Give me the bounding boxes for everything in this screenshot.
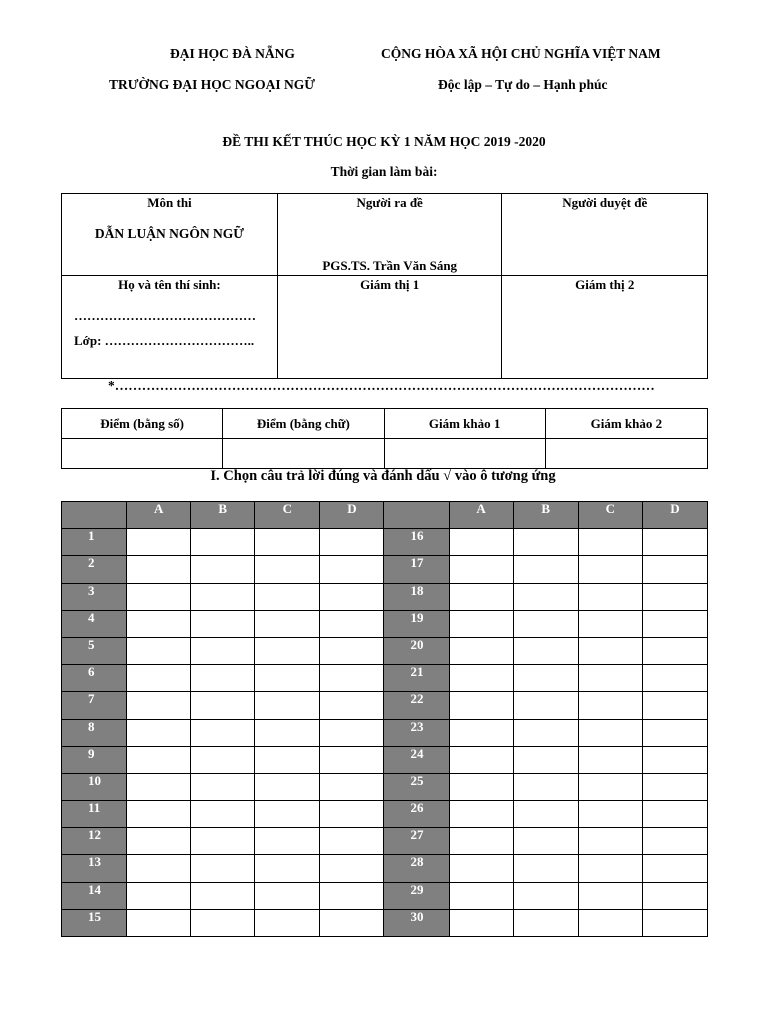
answer-cell-b[interactable] — [513, 828, 578, 855]
answer-cell-a[interactable] — [127, 719, 191, 746]
answer-cell-c[interactable] — [255, 828, 320, 855]
question-number: 24 — [384, 746, 449, 773]
score-table — [61, 408, 708, 469]
answer-row — [62, 692, 708, 719]
examiner1-cell[interactable] — [384, 439, 545, 469]
answer-cell-a[interactable] — [127, 855, 191, 882]
answer-row — [62, 773, 708, 800]
answer-cell-d[interactable] — [320, 719, 384, 746]
question-number: 19 — [384, 610, 449, 637]
question-number: 20 — [384, 637, 449, 664]
answer-cell-c[interactable] — [255, 801, 320, 828]
question-number: 28 — [384, 855, 449, 882]
answer-cell-d[interactable] — [320, 637, 384, 664]
answer-cell-b[interactable] — [513, 855, 578, 882]
answer-cell-b[interactable] — [191, 909, 255, 936]
question-number: 15 — [62, 909, 127, 936]
answer-row — [62, 855, 708, 882]
answer-cell-c[interactable] — [255, 746, 320, 773]
answer-cell-c[interactable] — [578, 692, 642, 719]
examiner2-header: Giám khảo 2 — [545, 409, 707, 439]
answer-cell-b[interactable] — [513, 665, 578, 692]
answer-cell-a[interactable] — [449, 828, 513, 855]
answer-cell-d[interactable] — [642, 556, 707, 583]
question-number: 22 — [384, 692, 449, 719]
answer-row — [62, 909, 708, 936]
grid-corner-cell — [384, 502, 449, 529]
question-number: 23 — [384, 719, 449, 746]
answer-cell-b[interactable] — [191, 801, 255, 828]
answer-cell-b[interactable] — [513, 882, 578, 909]
answer-cell-d[interactable] — [320, 610, 384, 637]
exam-info-table — [61, 193, 708, 379]
answer-cell-d[interactable] — [320, 773, 384, 800]
question-number: 14 — [62, 882, 127, 909]
answer-cell-b[interactable] — [513, 692, 578, 719]
answer-cell-d[interactable] — [320, 529, 384, 556]
question-number: 30 — [384, 909, 449, 936]
answer-cell-c[interactable] — [255, 556, 320, 583]
answer-cell-a[interactable] — [127, 828, 191, 855]
answer-cell-d[interactable] — [320, 801, 384, 828]
answer-cell-a[interactable] — [449, 556, 513, 583]
proctor1-cell — [277, 276, 502, 379]
answer-cell-c[interactable] — [578, 665, 642, 692]
answer-cell-b[interactable] — [191, 610, 255, 637]
question-number: 10 — [62, 773, 127, 800]
answer-cell-b[interactable] — [191, 855, 255, 882]
answer-cell-a[interactable] — [127, 909, 191, 936]
answer-cell-d[interactable] — [642, 828, 707, 855]
answer-cell-b[interactable] — [191, 882, 255, 909]
answer-row — [62, 746, 708, 773]
score-number-cell[interactable] — [62, 439, 223, 469]
question-number: 17 — [384, 556, 449, 583]
answer-row — [62, 583, 708, 610]
answer-cell-c[interactable] — [578, 746, 642, 773]
subject-cell — [62, 194, 278, 276]
answer-cell-a[interactable] — [449, 855, 513, 882]
question-number: 7 — [62, 692, 127, 719]
answer-cell-a[interactable] — [449, 773, 513, 800]
answer-row — [62, 610, 708, 637]
question-number: 9 — [62, 746, 127, 773]
question-number: 25 — [384, 773, 449, 800]
answer-cell-d[interactable] — [320, 828, 384, 855]
answer-cell-d[interactable] — [320, 882, 384, 909]
answer-cell-d[interactable] — [642, 855, 707, 882]
answer-cell-b[interactable] — [191, 773, 255, 800]
examiner1-header: Giám khảo 1 — [384, 409, 545, 439]
answer-cell-a[interactable] — [449, 909, 513, 936]
option-header-a: A — [127, 502, 191, 529]
answer-cell-d[interactable] — [642, 882, 707, 909]
answer-cell-b[interactable] — [513, 583, 578, 610]
answer-cell-c[interactable] — [255, 719, 320, 746]
answer-cell-c[interactable] — [255, 637, 320, 664]
question-number: 21 — [384, 665, 449, 692]
answer-cell-a[interactable] — [127, 610, 191, 637]
answer-cell-a[interactable] — [449, 583, 513, 610]
answer-cell-a[interactable] — [127, 556, 191, 583]
answer-cell-b[interactable] — [191, 556, 255, 583]
subject-value: DẪN LUẬN NGÔN NGỮ — [94, 226, 245, 241]
answer-cell-b[interactable] — [191, 583, 255, 610]
answer-cell-b[interactable] — [513, 556, 578, 583]
answer-cell-d[interactable] — [642, 801, 707, 828]
score-text-header: Điểm (bằng chữ) — [223, 409, 384, 439]
answer-cell-b[interactable] — [513, 909, 578, 936]
answer-cell-c[interactable] — [578, 773, 642, 800]
question-number: 6 — [62, 665, 127, 692]
answer-cell-b[interactable] — [191, 719, 255, 746]
author-label: Người ra đề — [356, 195, 423, 210]
answer-cell-a[interactable] — [127, 529, 191, 556]
answer-cell-a[interactable] — [127, 746, 191, 773]
answer-cell-a[interactable] — [127, 882, 191, 909]
reviewer-label: Người duyệt đề — [562, 195, 648, 210]
exam-title: ĐỀ THI KẾT THÚC HỌC KỲ 1 NĂM HỌC 2019 -2020 — [222, 134, 546, 149]
answer-row — [62, 556, 708, 583]
question-number: 8 — [62, 719, 127, 746]
option-header-c: C — [578, 502, 642, 529]
answer-cell-d[interactable] — [320, 665, 384, 692]
option-header-c: C — [255, 502, 320, 529]
option-header-d: D — [642, 502, 707, 529]
answer-cell-b[interactable] — [513, 610, 578, 637]
answer-cell-b[interactable] — [191, 665, 255, 692]
answer-row — [62, 719, 708, 746]
answer-cell-d[interactable] — [642, 692, 707, 719]
option-header-b: B — [191, 502, 255, 529]
question-number: 13 — [62, 855, 127, 882]
answer-cell-d[interactable] — [642, 773, 707, 800]
option-header-a: A — [449, 502, 513, 529]
question-number: 2 — [62, 556, 127, 583]
question-number: 18 — [384, 583, 449, 610]
score-number-header: Điểm (bằng số) — [62, 409, 223, 439]
question-number: 1 — [62, 529, 127, 556]
proctor2-label: Giám thị 2 — [575, 277, 635, 292]
proctor1-label: Giám thị 1 — [360, 277, 420, 292]
answer-cell-a[interactable] — [127, 665, 191, 692]
answer-cell-d[interactable] — [642, 610, 707, 637]
question-number: 3 — [62, 583, 127, 610]
answer-cell-a[interactable] — [449, 746, 513, 773]
answer-cell-d[interactable] — [642, 746, 707, 773]
answer-cell-a[interactable] — [449, 801, 513, 828]
answer-cell-a[interactable] — [127, 773, 191, 800]
answer-row — [62, 665, 708, 692]
answer-cell-d[interactable] — [642, 583, 707, 610]
author-cell — [277, 194, 502, 276]
answer-cell-d[interactable] — [320, 556, 384, 583]
answer-row — [62, 828, 708, 855]
student-name-label: Họ và tên thí sinh: — [118, 277, 221, 292]
grid-corner-cell — [62, 502, 127, 529]
answer-cell-c[interactable] — [255, 882, 320, 909]
answer-cell-b[interactable] — [513, 637, 578, 664]
class-field[interactable]: Lớp: …………………………….. — [74, 333, 255, 348]
score-text-cell[interactable] — [223, 439, 384, 469]
answer-cell-d[interactable] — [642, 909, 707, 936]
answer-cell-a[interactable] — [127, 637, 191, 664]
answer-cell-c[interactable] — [255, 665, 320, 692]
answer-cell-c[interactable] — [255, 855, 320, 882]
question-number: 26 — [384, 801, 449, 828]
answer-cell-c[interactable] — [578, 529, 642, 556]
question-number: 27 — [384, 828, 449, 855]
answer-cell-a[interactable] — [127, 692, 191, 719]
country-name: CỘNG HÒA XÃ HỘI CHỦ NGHĨA VIỆT NAM — [381, 46, 661, 61]
answer-cell-b[interactable] — [191, 746, 255, 773]
question-number: 16 — [384, 529, 449, 556]
question-number: 11 — [62, 801, 127, 828]
answer-cell-c[interactable] — [578, 801, 642, 828]
answer-cell-a[interactable] — [449, 637, 513, 664]
answer-cell-a[interactable] — [449, 719, 513, 746]
answer-cell-d[interactable] — [320, 855, 384, 882]
proctor2-cell — [502, 276, 708, 379]
answer-cell-c[interactable] — [578, 909, 642, 936]
answer-cell-a[interactable] — [127, 801, 191, 828]
student-cell — [62, 276, 278, 379]
answer-cell-c[interactable] — [578, 637, 642, 664]
answer-cell-d[interactable] — [642, 719, 707, 746]
answer-cell-b[interactable] — [513, 746, 578, 773]
answer-cell-d[interactable] — [320, 909, 384, 936]
answer-cell-d[interactable] — [320, 583, 384, 610]
examiner2-cell[interactable] — [545, 439, 707, 469]
answer-row — [62, 882, 708, 909]
answer-cell-c[interactable] — [255, 773, 320, 800]
exam-time-label: Thời gian làm bài: — [330, 164, 438, 179]
answer-cell-b[interactable] — [513, 529, 578, 556]
author-value: PGS.TS. Trần Văn Sáng — [322, 258, 458, 273]
answer-cell-c[interactable] — [255, 909, 320, 936]
answer-cell-b[interactable] — [191, 529, 255, 556]
answer-cell-a[interactable] — [449, 529, 513, 556]
answer-cell-b[interactable] — [513, 773, 578, 800]
answer-cell-c[interactable] — [255, 610, 320, 637]
answer-cell-b[interactable] — [513, 801, 578, 828]
university-name: ĐẠI HỌC ĐÀ NẴNG — [170, 46, 295, 61]
answer-grid — [61, 501, 708, 937]
answer-cell-c[interactable] — [578, 583, 642, 610]
answer-cell-b[interactable] — [191, 637, 255, 664]
answer-cell-c[interactable] — [578, 855, 642, 882]
answer-cell-a[interactable] — [127, 583, 191, 610]
answer-cell-c[interactable] — [578, 556, 642, 583]
student-name-field[interactable]: …………………………………… — [74, 308, 256, 323]
answer-cell-a[interactable] — [449, 610, 513, 637]
answer-cell-c[interactable] — [578, 719, 642, 746]
answer-cell-a[interactable] — [449, 665, 513, 692]
answer-cell-c[interactable] — [255, 692, 320, 719]
reviewer-cell — [502, 194, 708, 276]
question-number: 12 — [62, 828, 127, 855]
answer-cell-d[interactable] — [320, 746, 384, 773]
answer-cell-c[interactable] — [255, 529, 320, 556]
national-motto: Độc lập – Tự do – Hạnh phúc — [438, 77, 608, 92]
subject-label: Môn thi — [147, 195, 192, 210]
answer-cell-b[interactable] — [513, 719, 578, 746]
answer-cell-c[interactable] — [578, 610, 642, 637]
answer-cell-b[interactable] — [191, 692, 255, 719]
section1-title: I. Chọn câu trả lời đúng và đánh dấu √ vào ô tương ứng — [210, 468, 556, 484]
answer-cell-c[interactable] — [255, 583, 320, 610]
question-number: 4 — [62, 610, 127, 637]
answer-row — [62, 801, 708, 828]
answer-cell-c[interactable] — [578, 828, 642, 855]
answer-cell-c[interactable] — [578, 882, 642, 909]
answer-cell-d[interactable] — [642, 637, 707, 664]
option-header-d: D — [320, 502, 384, 529]
cut-line: *………………………………………………………………………………………………………… — [108, 378, 655, 393]
answer-grid-header-row — [62, 502, 708, 529]
option-header-b: B — [513, 502, 578, 529]
answer-cell-d[interactable] — [642, 529, 707, 556]
answer-cell-d[interactable] — [642, 665, 707, 692]
question-number: 5 — [62, 637, 127, 664]
answer-row — [62, 529, 708, 556]
answer-cell-a[interactable] — [449, 882, 513, 909]
question-number: 29 — [384, 882, 449, 909]
answer-cell-a[interactable] — [449, 692, 513, 719]
answer-cell-b[interactable] — [191, 828, 255, 855]
answer-cell-d[interactable] — [320, 692, 384, 719]
school-name: TRƯỜNG ĐẠI HỌC NGOẠI NGỮ — [109, 77, 316, 92]
answer-row — [62, 637, 708, 664]
